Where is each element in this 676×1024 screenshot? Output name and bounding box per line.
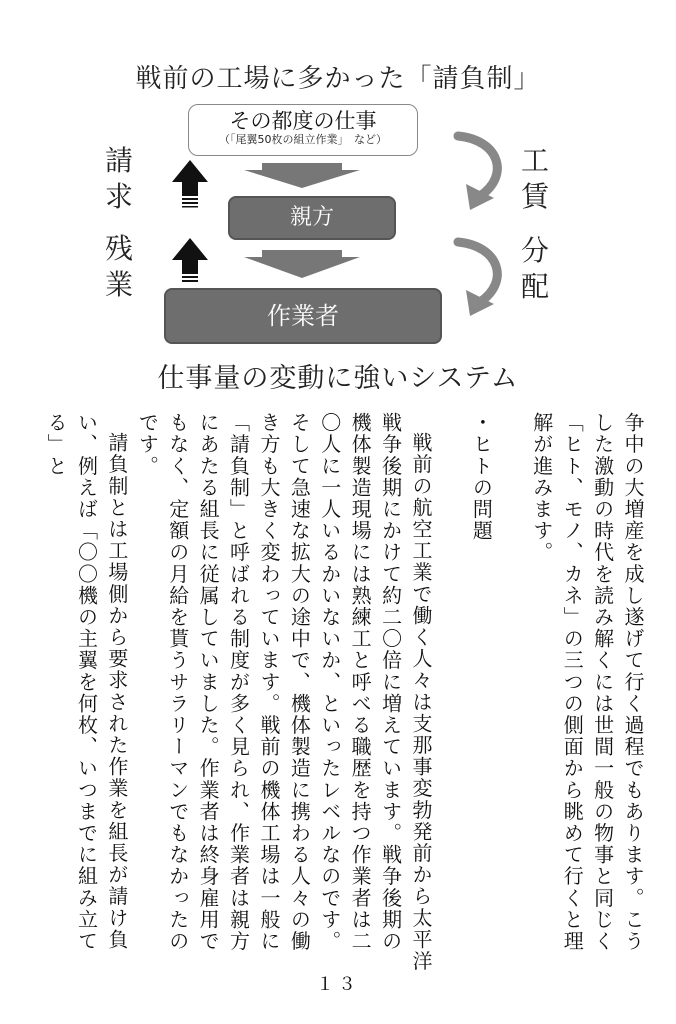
paragraph: 請負制とは工場側から要求された作業を組長が請け負い、例えば「〇〇機の主翼を何枚、いつまでに組み立てる」と <box>44 412 129 952</box>
curved-arrow-icon <box>458 242 497 316</box>
oyakata-box: 親方 <box>228 196 396 240</box>
task-box-subtitle: （「尾翼50枚の組立作業」 など） <box>219 133 387 146</box>
section-heading: ・ヒトの問題 <box>469 412 494 542</box>
diagram-title: 戦前の工場に多かった「請負制」 <box>135 64 541 94</box>
page-number: １３ <box>316 974 360 995</box>
right-label-char: 工 <box>520 144 549 177</box>
left-label-char: 請 <box>104 144 133 177</box>
up-arrow-icon <box>172 238 208 282</box>
task-box-title: その都度の仕事 <box>229 109 377 133</box>
curved-arrow-icon <box>458 136 497 210</box>
right-label-char: 分 <box>520 234 549 267</box>
task-box <box>188 104 418 156</box>
diagram-footer: 仕事量の変動に強いシステム <box>157 363 519 394</box>
paragraph: 争中の大増産を成し遂げて行く過程でもあります。こうした激動の時代を読み解くには世間一般の物事と同じく「ヒト、モノ、カネ」の三つの側面から眺めて行くと理解が進みます。 <box>529 412 645 952</box>
body-text <box>38 412 648 972</box>
right-label-char: 配 <box>520 270 549 303</box>
down-arrow-icon <box>244 163 360 188</box>
right-label-char: 賃 <box>520 180 549 213</box>
left-label-char: 業 <box>104 268 133 301</box>
left-label-char: 残 <box>104 232 133 265</box>
paragraph: 戦前の航空工業で働く人々は支那事変勃発前から太平洋戦争後期にかけて約二〇倍に増えています。戦争後期の機体製造現場には熟練工と呼べる職歴を持つ作業者は二〇人に一人いるかいないか、といったレベルなのです。そして急速な拡大の途中で、機体製造に携わる人々の働き方も大きく変わっています。戦前の機体工場は一般に「請負制」と呼ばれる制度が多く見られ、作業者は親方にあたる組長に従属していました。作業者は終身雇用でもなく、定額の月給を貰うサラリーマンでもなかったのです。 <box>135 412 433 972</box>
left-label-char: 求 <box>104 180 133 213</box>
worker-box: 作業者 <box>164 288 442 344</box>
down-arrow-icon <box>244 250 360 278</box>
up-arrow-icon <box>172 160 208 208</box>
